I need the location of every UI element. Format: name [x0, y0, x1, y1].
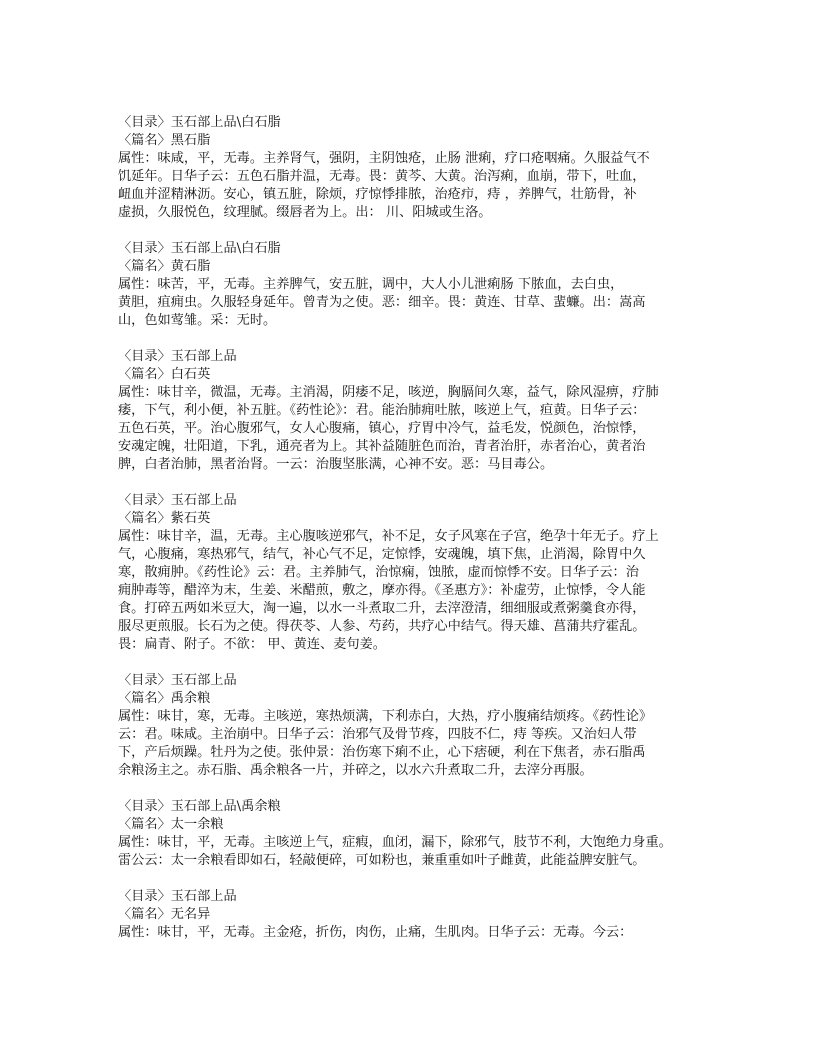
entry-property-line: 衄血并涩精淋沥。安心，镇五脏，除烦，疗惊悸排脓，治疮疖，痔 ，养脾气，壮筋骨，补 [118, 187, 637, 202]
herb-entry [118, 240, 718, 330]
entry-title: 〈篇名〉禹余粮 [118, 691, 211, 706]
herb-entry [118, 798, 718, 870]
entry-title: 〈篇名〉无名异 [118, 907, 211, 922]
entry-title: 〈篇名〉白石英 [118, 367, 211, 382]
entry-property-line: 云：君。味咸。主治崩中。日华子云：治邪气及骨节疼，四肢不仁，痔 等疾。又治妇人带 [118, 727, 637, 742]
entry-catalog: 〈目录〉玉石部上品\白石脂 [118, 241, 281, 256]
entry-property-line: 痿，下气，利小便，补五脏。《药性论》：君。能治肺痈吐脓，咳逆上气，疸黄。日华子云： [118, 403, 646, 418]
entry-property-line: 五色石英，平。治心腹邪气，女人心腹痛，镇心，疗胃中冷气，益毛发，悦颜色，治惊悸， [118, 421, 646, 436]
entry-property-line: 属性：味甘，平，无毒。主咳逆上气，症瘕，血闭，漏下，除邪气，肢节不利，大饱绝力身重。 [118, 835, 672, 850]
entry-property-line: 饥延年。日华子云：五色石脂并温，无毒。畏：黄芩、大黄。治泻痢，血崩，带下，吐血， [118, 169, 646, 184]
entry-property-line: 雷公云：太一余粮看即如石，轻敲便碎，可如粉也，兼重重如叶子雌黄，此能益脾安脏气。 [118, 853, 646, 868]
entry-property-line: 畏：扁青、附子。不欲： 甲、黄连、麦句姜。 [118, 637, 386, 652]
entry-property-line: 属性：味苦，平，无毒。主养脾气，安五脏，调中，大人小儿泄痢肠 下脓血，去白虫， [118, 277, 624, 292]
herb-entry [118, 888, 718, 942]
entry-title: 〈篇名〉紫石英 [118, 511, 211, 526]
entry-catalog: 〈目录〉玉石部上品 [118, 889, 237, 904]
entry-property-line: 属性：味咸，平，无毒。主养肾气，强阴，主阴蚀疮，止肠 泄痢，疗口疮咽痛。久服益气不 [118, 151, 650, 166]
document-page [118, 114, 718, 960]
herb-entry [118, 114, 718, 222]
entry-property-line: 下，产后烦躁。牡丹为之使。张仲景：治伤寒下痢不止，心下痞硬，利在下焦者，赤石脂禹 [118, 745, 646, 760]
entry-property-line: 属性：味甘辛，温，无毒。主心腹咳逆邪气，补不足，女子风寒在子宫，绝孕十年无子。疗上 [118, 529, 659, 544]
entry-title: 〈篇名〉黄石脂 [118, 259, 211, 274]
entry-catalog: 〈目录〉玉石部上品 [118, 493, 237, 508]
entry-title: 〈篇名〉黑石脂 [118, 133, 211, 148]
herb-entry [118, 348, 718, 474]
entry-title: 〈篇名〉太一余粮 [118, 817, 224, 832]
entry-property-line: 服尽更煎服。长石为之使。得茯苓、人参、芍药，共疗心中结气。得天雄、菖蒲共疗霍乱。 [118, 619, 646, 634]
entry-catalog: 〈目录〉玉石部上品 [118, 349, 237, 364]
entry-property-line: 痈肿毒等，醋淬为末，生姜、米醋煎，敷之，摩亦得。《圣惠方》：补虚劳，止惊悸，令人能 [118, 583, 646, 598]
entry-property-line: 寒，散痈肿。《药性论》云：君。主养肺气，治惊痫，蚀脓，虚而惊悸不安。日华子云：治 [118, 565, 639, 580]
entry-property-line: 属性：味甘辛，微温，无毒。主消渴，阴痿不足，咳逆，胸膈间久寒，益气，除风湿痹，疗肺 [118, 385, 659, 400]
entry-catalog: 〈目录〉玉石部上品\禹余粮 [118, 799, 281, 814]
entry-property-line: 气，心腹痛，寒热邪气，结气，补心气不足，定惊悸，安魂魄，填下焦，止消渴，除胃中久 [118, 547, 646, 562]
entry-property-line: 安魂定魄，壮阳道，下乳，通亮者为上。其补益随脏色而治，青者治肝，赤者治心，黄者治 [118, 439, 646, 454]
entry-property-line: 食。打碎五两如米豆大，淘一遍，以水一斗煮取二升，去滓澄清，细细服或煮粥羹食亦得， [118, 601, 646, 616]
entry-property-line: 属性：味甘，寒，无毒。主咳逆，寒热烦满，下利赤白，大热，疗小腹痛结烦疼。《药性论》 [118, 709, 653, 724]
herb-entry [118, 492, 718, 654]
entry-property-line: 黄胆，疽痈虫。久服轻身延年。曾青为之使。恶：细辛。畏：黄连、甘草、蜚蠊。出：嵩高 [118, 295, 646, 310]
entry-property-line: 虚损，久服悦色，纹理腻。缀唇者为上。出： 川、阳城或生洛。 [118, 205, 492, 220]
entry-property-line: 余粮汤主之。赤石脂、禹余粮各一片，并碎之，以水六升煮取二升，去滓分再服。 [118, 763, 593, 778]
entry-catalog: 〈目录〉玉石部上品\白石脂 [118, 115, 281, 130]
entry-property-line: 脾，白者治肺，黑者治肾。一云：治腹坚胀满，心神不安。恶：马目毒公。 [118, 457, 554, 472]
herb-entry [118, 672, 718, 780]
entry-property-line: 山，色如莺雏。采：无时。 [118, 313, 277, 328]
entry-catalog: 〈目录〉玉石部上品 [118, 673, 237, 688]
entry-property-line: 属性：味甘，平，无毒。主金疮，折伤，肉伤，止痛，生肌肉。日华子云：无毒。今云： [118, 925, 633, 940]
